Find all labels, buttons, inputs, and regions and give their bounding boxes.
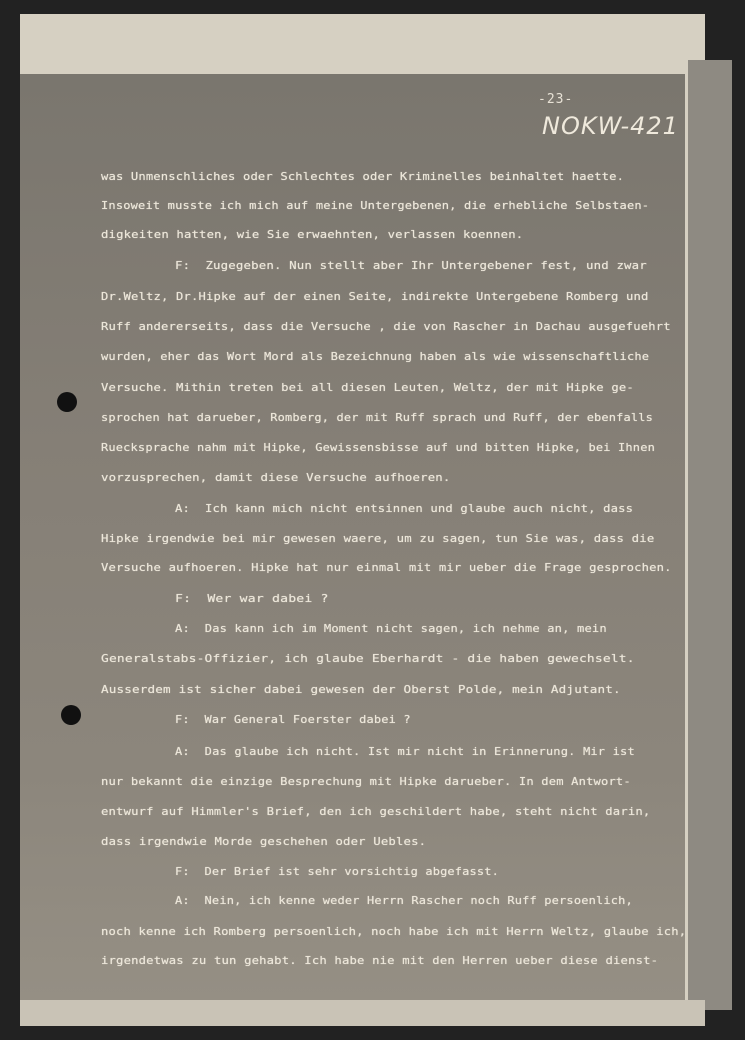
text-line: Ruff andererseits, dass die Versuche , die von Rascher in Dachau ausgefuehrt	[101, 320, 671, 333]
punch-hole	[61, 705, 81, 725]
text-line: irgendetwas zu tun gehabt. Ich habe nie mit den Herren ueber diese dienst-	[101, 954, 659, 967]
text-line: wurden, eher das Wort Mord als Bezeichnung haben als wie wissenschaftliche	[101, 350, 650, 363]
text-line: digkeiten hatten, wie Sie erwaehnten, verlassen koennen.	[101, 228, 524, 241]
page-number: -23-	[538, 92, 574, 107]
text-line: noch kenne ich Romberg persoenlich, noch habe ich mit Herrn Weltz, glaube ich,	[101, 925, 687, 938]
text-line: A: Das glaube ich nicht. Ist mir nicht in Erinnerung. Mir ist	[175, 745, 635, 758]
text-line: nur bekannt die einzige Besprechung mit Hipke darueber. In dem Antwort-	[101, 775, 631, 788]
document-code-handwritten: NOKW-421	[542, 112, 679, 140]
text-line: vorzusprechen, damit diese Versuche aufhoeren.	[101, 471, 451, 484]
text-line: A: Nein, ich kenne weder Herrn Rascher noch Ruff persoenlich,	[175, 894, 633, 907]
text-line: Hipke irgendwie bei mir gewesen waere, um zu sagen, tun Sie was, dass die	[101, 532, 655, 545]
backing-sheet-bottom	[20, 1000, 705, 1026]
text-line: sprochen hat darueber, Romberg, der mit Ruff sprach und Ruff, der ebenfalls	[101, 411, 653, 424]
text-line: Insoweit musste ich mich auf meine Untergebenen, die erhebliche Selbstaen-	[101, 199, 650, 212]
text-line: A: Das kann ich im Moment nicht sagen, ich nehme an, mein	[175, 622, 607, 635]
text-line: dass irgendwie Morde geschehen oder Uebles.	[101, 835, 427, 848]
punch-hole	[57, 392, 77, 412]
text-line: Versuche. Mithin treten bei all diesen Leuten, Weltz, der mit Hipke ge-	[101, 381, 634, 394]
text-line: F: Zugegeben. Nun stellt aber Ihr Untergebener fest, und zwar	[175, 259, 647, 272]
text-line: Versuche aufhoeren. Hipke hat nur einmal mit mir ueber die Frage gesprochen.	[101, 561, 672, 574]
text-line: Generalstabs-Offizier, ich glaube Eberhardt - die haben gewechselt.	[101, 652, 635, 665]
text-line: Ruecksprache nahm mit Hipke, Gewissensbisse auf und bitten Hipke, bei Ihnen	[101, 441, 655, 454]
text-line: A: Ich kann mich nicht entsinnen und glaube auch nicht, dass	[175, 502, 634, 515]
text-line: F: Der Brief ist sehr vorsichtig abgefasst.	[175, 865, 499, 878]
text-line: F: Wer war dabei ?	[175, 592, 329, 605]
text-line: was Unmenschliches oder Schlechtes oder Kriminelles beinhaltet haette.	[101, 170, 625, 183]
text-line: Dr.Weltz, Dr.Hipke auf der einen Seite, indirekte Untergebene Romberg und	[101, 290, 649, 303]
text-line: Ausserdem ist sicher dabei gewesen der Oberst Polde, mein Adjutant.	[101, 683, 621, 696]
text-line: entwurf auf Himmler's Brief, den ich geschildert habe, steht nicht darin,	[101, 805, 651, 818]
text-line: F: War General Foerster dabei ?	[175, 713, 411, 726]
backing-sheet-edge	[688, 60, 732, 1010]
